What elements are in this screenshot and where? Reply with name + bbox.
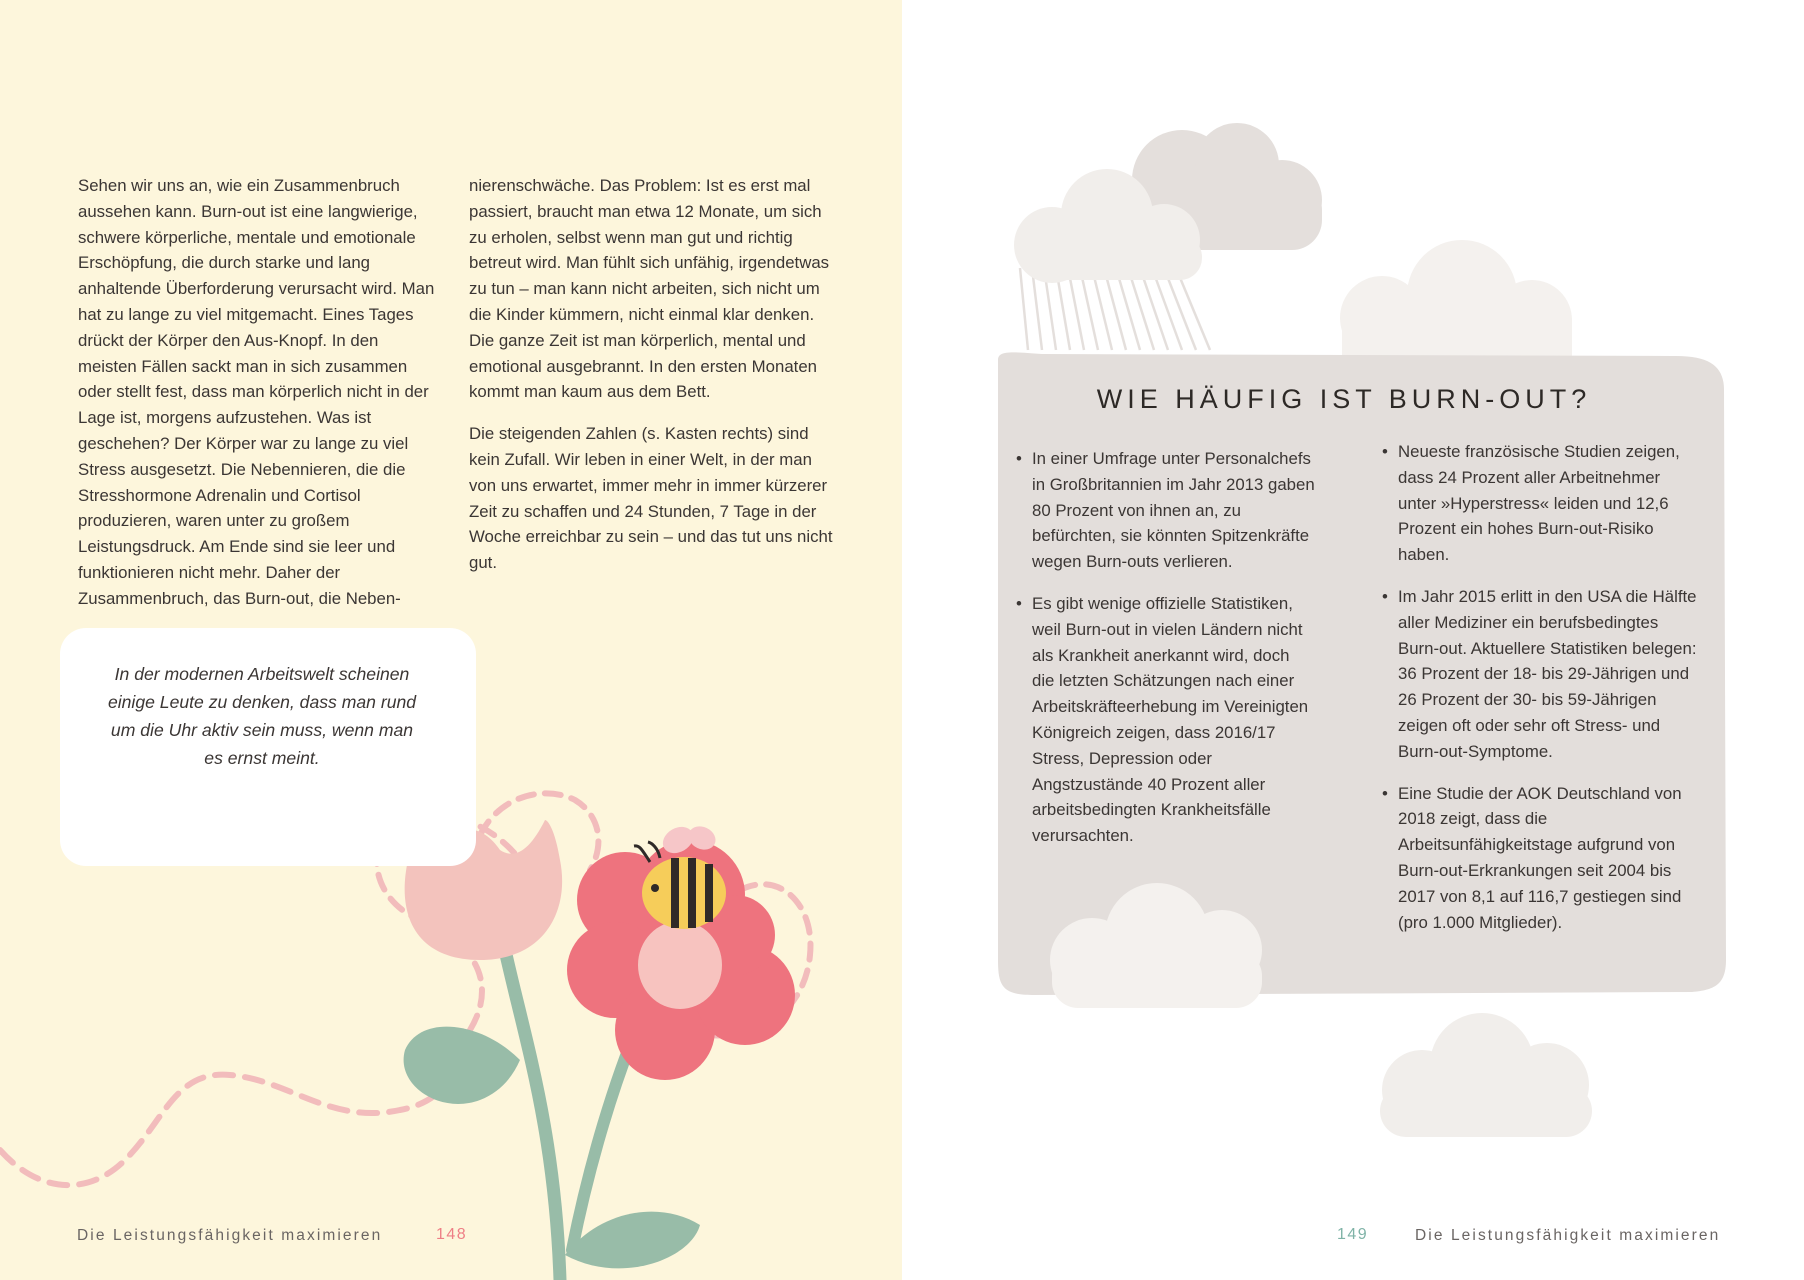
pull-quote: In der modernen Arbeitswelt scheinen einige Leute zu denken, dass man rund um die Uhr aktiv sein muss, wenn man es ernst meint.	[107, 664, 417, 768]
text-column-1	[78, 173, 436, 628]
body-paragraph: Sehen wir uns an, wie ein Zusammenbruch aussehen kann. Burn-out ist eine langwierige, schwere körperliche, mentale und emotionale Erschöpfung, die durch starke und lang anhaltende Überforderung verursacht wird. Man hat zu lange zu viel mitgemacht. Eines Tages drückt der Körper den Aus-Knopf. In den meisten Fällen sackt man in sich zusammen oder stellt fest, dass man körperlich nicht in der Lage ist, morgens aufzustehen. Was ist geschehen? Der Körper war zu lange zu viel Stress ausgesetzt. Die Nebennieren, die die Stresshormone Adrenalin und Cortisol produzieren, waren unter zu großem Leistungsdruck. Am Ende sind sie leer und funktionieren nicht mehr. Daher der Zusammenbruch, das Burn-out, die Neben-	[78, 176, 435, 608]
list-item: • Eine Studie der AOK Deutschland von 2018 zeigt, dass die Arbeitsunfähigkeitstage aufgrund von Burn-out-Erkrankungen seit 2004 bis 2017 von 8,1 auf 116,7 gestiegen sind (pro 1.000 Mitglieder).	[1382, 781, 1698, 936]
running-footer: Die Leistungsfähigkeit maximieren	[1415, 1227, 1721, 1244]
bullet-icon: •	[1382, 586, 1388, 606]
list-item: • Im Jahr 2015 erlitt in den USA die Hälfte aller Mediziner ein berufsbedingtes Burn-out. Aktuellere Statistiken belegen: 36 Prozent der 18- bis 29-Jährigen und 26 Prozent der 30- bis 59-Jährigen zeigen oft oder sehr oft Stress- und Burn-out-Symptome.	[1382, 584, 1698, 765]
page-number: 148	[436, 1226, 468, 1243]
bullet-list-left	[1016, 446, 1316, 865]
body-paragraph: Die steigenden Zahlen (s. Kasten rechts) sind kein Zufall. Wir leben in einer Welt, in der man von uns erwartet, immer mehr in immer kürzerer Zeit zu schaffen und 24 Stunden, 7 Tage in der Woche erreichbar zu sein – und das tut uns nicht gut.	[469, 424, 833, 573]
body-paragraph: nierenschwäche. Das Problem: Ist es erst mal passiert, braucht man etwa 12 Monate, um sich zu erholen, selbst wenn man gut und richtig betreut wird. Man fühlt sich unfähig, irgendetwas zu tun – man kann nicht arbeiten, sich nicht um die Kinder kümmern, nicht einmal klar denken. Die ganze Zeit ist man körperlich, mental und emotional ausgebrannt. In den ersten Monaten kommt man kaum aus dem Bett.	[469, 176, 830, 402]
bullet-icon: •	[1382, 783, 1388, 803]
cloud-right-back	[1340, 240, 1572, 368]
list-item: • Neueste französische Studien zeigen, dass 24 Prozent aller Arbeitnehmer unter »Hyperstress« leiden und 12,6 Prozent ein hohes Burn-out-Risiko haben.	[1382, 439, 1698, 568]
leaf-bottom	[565, 1212, 700, 1269]
bullet-icon: •	[1016, 593, 1022, 613]
running-footer: Die Leistungsfähigkeit maximieren	[77, 1227, 383, 1244]
bullet-list-right	[1382, 439, 1698, 951]
dashed-trail	[0, 1035, 457, 1185]
stem-main	[505, 950, 560, 1280]
bullet-icon: •	[1382, 442, 1388, 461]
page-number: 149	[1337, 1226, 1369, 1243]
cloud-bottom-right	[1380, 1013, 1592, 1137]
bullet-icon: •	[1016, 449, 1022, 468]
list-item: • Es gibt wenige offizielle Statistiken, weil Burn-out in vielen Ländern nicht als Krankheit anerkannt wird, doch die letzten Schätzungen nach einer Arbeitskräfteerhebung im Vereinigten Königreich zeigen, dass 2016/17 Stress, Depression oder Angstzustände 40 Prozent aller arbeitsbedingten Krankheitsfälle verursachten.	[1016, 591, 1316, 849]
box-heading: WIE HÄUFIG IST BURN-OUT?	[1096, 384, 1592, 414]
list-item: • In einer Umfrage unter Personalchefs in Großbritannien im Jahr 2013 gaben 80 Prozent von ihnen an, zu befürchten, sie könnten Spitzenkräfte wegen Burn-outs verlieren.	[1016, 446, 1316, 575]
text-column-2	[469, 173, 837, 592]
leaf-left	[404, 1027, 520, 1104]
